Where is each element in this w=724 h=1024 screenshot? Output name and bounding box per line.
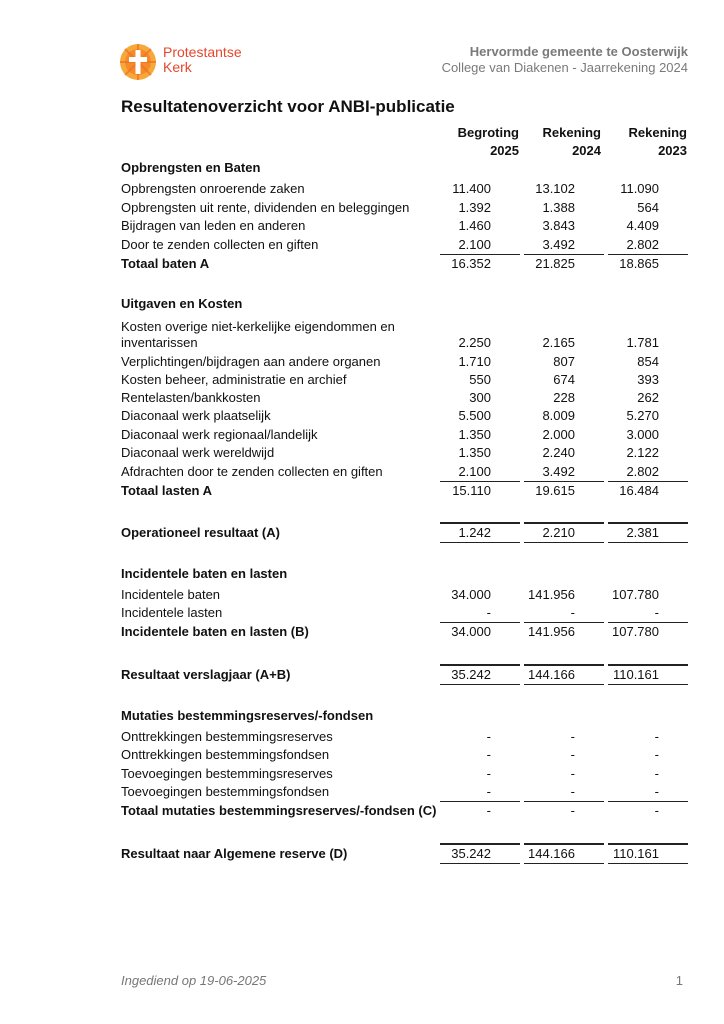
value-2024: 144.166 [528, 667, 575, 682]
column-header-line1: Begroting [457, 125, 519, 140]
value-2025: - [486, 803, 491, 818]
document-subtitle: College van Diakenen - Jaarrekening 2024 [441, 60, 688, 75]
column-header-rekening-2023 [607, 124, 687, 160]
subtotal-line [524, 801, 604, 802]
value-2024: - [570, 605, 575, 620]
subtotal-line [524, 481, 604, 482]
value-2025: 2.250 [458, 335, 491, 350]
organisation-name: Hervormde gemeente te Oosterwijk [469, 44, 688, 59]
value-2023: 107.780 [612, 587, 659, 602]
result-line [524, 843, 604, 845]
value-2024: 2.210 [542, 525, 575, 540]
value-2023: 854 [637, 354, 659, 369]
row-label: Operationeel resultaat (A) [121, 525, 280, 540]
value-2023: - [654, 729, 659, 744]
value-2023: 1.781 [626, 335, 659, 350]
result-underline [440, 542, 520, 543]
row-label: Resultaat naar Algemene reserve (D) [121, 846, 348, 861]
value-2025: 1.350 [458, 427, 491, 442]
result-line [440, 843, 520, 845]
column-header-line2: 2025 [490, 143, 519, 158]
value-2024: 3.492 [542, 464, 575, 479]
result-line [608, 843, 688, 845]
value-2024: - [570, 747, 575, 762]
value-2023: 5.270 [626, 408, 659, 423]
column-header-line1: Rekening [542, 125, 601, 140]
subtotal-line [440, 254, 520, 255]
result-underline [440, 684, 520, 685]
value-2025: 34.000 [451, 587, 491, 602]
subtotal-line [524, 622, 604, 623]
subtotal-line [524, 254, 604, 255]
value-2023: 2.802 [626, 237, 659, 252]
value-2025: - [486, 766, 491, 781]
row-label: Incidentele baten en lasten [121, 566, 288, 581]
row-label: Rentelasten/bankkosten [121, 390, 261, 405]
row-label: Opbrengsten en Baten [121, 160, 261, 175]
result-underline [608, 542, 688, 543]
value-2024: 674 [553, 372, 575, 387]
result-underline [524, 863, 604, 864]
logo-line-1: Protestantse [163, 44, 242, 60]
row-label: Uitgaven en Kosten [121, 296, 243, 311]
value-2024: 2.240 [542, 445, 575, 460]
row-label: Totaal lasten A [121, 483, 213, 498]
subtotal-line [440, 622, 520, 623]
value-2024: 2.165 [542, 335, 575, 350]
value-2025: 300 [469, 390, 491, 405]
value-2023: 564 [637, 200, 659, 215]
value-2024: 3.492 [542, 237, 575, 252]
value-2024: 141.956 [528, 587, 575, 602]
value-2025: 2.100 [458, 237, 491, 252]
value-2023: - [654, 605, 659, 620]
value-2023: 262 [637, 390, 659, 405]
value-2023: - [654, 747, 659, 762]
value-2024: 19.615 [535, 483, 575, 498]
row-label: Totaal baten A [121, 256, 210, 271]
value-2024: 228 [553, 390, 575, 405]
value-2023: 16.484 [619, 483, 659, 498]
row-label: Afdrachten door te zenden collecten en giften [121, 464, 383, 479]
column-header-begroting-2025 [439, 124, 519, 160]
row-label: Verplichtingen/bijdragen aan andere organen [121, 354, 381, 369]
row-label: Toevoegingen bestemmingsreserves [121, 766, 333, 781]
value-2024: 144.166 [528, 846, 575, 861]
row-label: Toevoegingen bestemmingsfondsen [121, 784, 330, 799]
value-2025: 1.710 [458, 354, 491, 369]
row-label: Incidentele baten en lasten (B) [121, 624, 309, 639]
result-underline [608, 863, 688, 864]
row-label: Diaconaal werk regionaal/landelijk [121, 427, 318, 442]
result-line [524, 522, 604, 524]
column-header-line2: 2024 [572, 143, 601, 158]
row-label: Mutaties bestemmingsreserves/-fondsen [121, 708, 374, 723]
row-label: Opbrengsten onroerende zaken [121, 181, 305, 196]
value-2023: 18.865 [619, 256, 659, 271]
value-2023: 107.780 [612, 624, 659, 639]
value-2023: - [654, 784, 659, 799]
subtotal-line [608, 622, 688, 623]
value-2024: 21.825 [535, 256, 575, 271]
subtotal-line [440, 801, 520, 802]
page-number: 1 [675, 973, 683, 988]
result-line [440, 664, 520, 666]
value-2023: - [654, 803, 659, 818]
result-line [608, 664, 688, 666]
row-label: Diaconaal werk wereldwijd [121, 445, 275, 460]
row-label: Bijdragen van leden en anderen [121, 218, 306, 233]
value-2025: 15.110 [452, 483, 491, 498]
column-header-line1: Rekening [628, 125, 687, 140]
row-label: Opbrengsten uit rente, dividenden en beleggingen [121, 200, 410, 215]
value-2025: 16.352 [451, 256, 491, 271]
value-2025: 2.100 [458, 464, 491, 479]
result-line [440, 522, 520, 524]
value-2025: - [486, 784, 491, 799]
value-2024: - [570, 803, 575, 818]
value-2025: 1.460 [458, 218, 491, 233]
logo-line-2: Kerk [163, 59, 192, 75]
value-2023: 110.161 [612, 846, 659, 861]
value-2024: 13.102 [535, 181, 575, 196]
submitted-date: Ingediend op 19-06-2025 [121, 973, 267, 988]
row-label: Totaal mutaties bestemmingsreserves/-fondsen (C) [121, 803, 437, 818]
protestantse-kerk-logo-icon [119, 42, 157, 82]
row-label: Onttrekkingen bestemmingsfondsen [121, 747, 330, 762]
value-2024: - [570, 766, 575, 781]
page-title: Resultatenoverzicht voor ANBI-publicatie [121, 97, 455, 116]
result-line [524, 664, 604, 666]
row-label: Door te zenden collecten en giften [121, 237, 319, 252]
value-2025: - [486, 747, 491, 762]
value-2024: 2.000 [542, 427, 575, 442]
column-header-rekening-2024 [521, 124, 601, 160]
value-2025: - [486, 605, 491, 620]
value-2024: 8.009 [542, 408, 575, 423]
row-label: Kosten beheer, administratie en archief [121, 372, 347, 387]
value-2024: 807 [553, 354, 575, 369]
subtotal-line [608, 481, 688, 482]
subtotal-line [608, 801, 688, 802]
value-2023: 11.090 [620, 181, 659, 196]
value-2025: 35.242 [451, 667, 491, 682]
result-line [608, 522, 688, 524]
value-2025: 1.350 [458, 445, 491, 460]
value-2025: 35.242 [451, 846, 491, 861]
value-2023: 110.161 [612, 667, 659, 682]
value-2025: 1.242 [458, 525, 491, 540]
document-header [442, 44, 688, 76]
value-2023: 2.122 [626, 445, 659, 460]
value-2025: 1.392 [458, 200, 491, 215]
row-label: Resultaat verslagjaar (A+B) [121, 667, 291, 682]
result-underline [524, 684, 604, 685]
row-label: Diaconaal werk plaatselijk [121, 408, 271, 423]
subtotal-line [440, 481, 520, 482]
result-underline [440, 863, 520, 864]
value-2023: 2.381 [626, 525, 659, 540]
value-2024: 141.956 [528, 624, 575, 639]
value-2023: 2.802 [626, 464, 659, 479]
subtotal-line [608, 254, 688, 255]
value-2024: - [570, 784, 575, 799]
value-2025: 5.500 [458, 408, 491, 423]
result-underline [524, 542, 604, 543]
value-2024: 3.843 [542, 218, 575, 233]
value-2024: - [570, 729, 575, 744]
result-underline [608, 684, 688, 685]
value-2023: 393 [637, 372, 659, 387]
value-2025: 550 [469, 372, 491, 387]
value-2025: - [486, 729, 491, 744]
value-2025: 34.000 [451, 624, 491, 639]
logo [119, 42, 319, 82]
value-2023: 3.000 [626, 427, 659, 442]
value-2023: 4.409 [626, 218, 659, 233]
row-label: Incidentele lasten [121, 605, 223, 620]
value-2024: 1.388 [542, 200, 575, 215]
value-2025: 11.400 [452, 181, 491, 196]
row-label: Kosten overige niet-kerkelijke eigendommen en [121, 319, 395, 334]
value-2023: - [654, 766, 659, 781]
row-label: Onttrekkingen bestemmingsreserves [121, 729, 333, 744]
row-label: Incidentele baten [121, 587, 221, 602]
column-header-line2: 2023 [658, 143, 687, 158]
row-label: inventarissen [121, 335, 198, 350]
